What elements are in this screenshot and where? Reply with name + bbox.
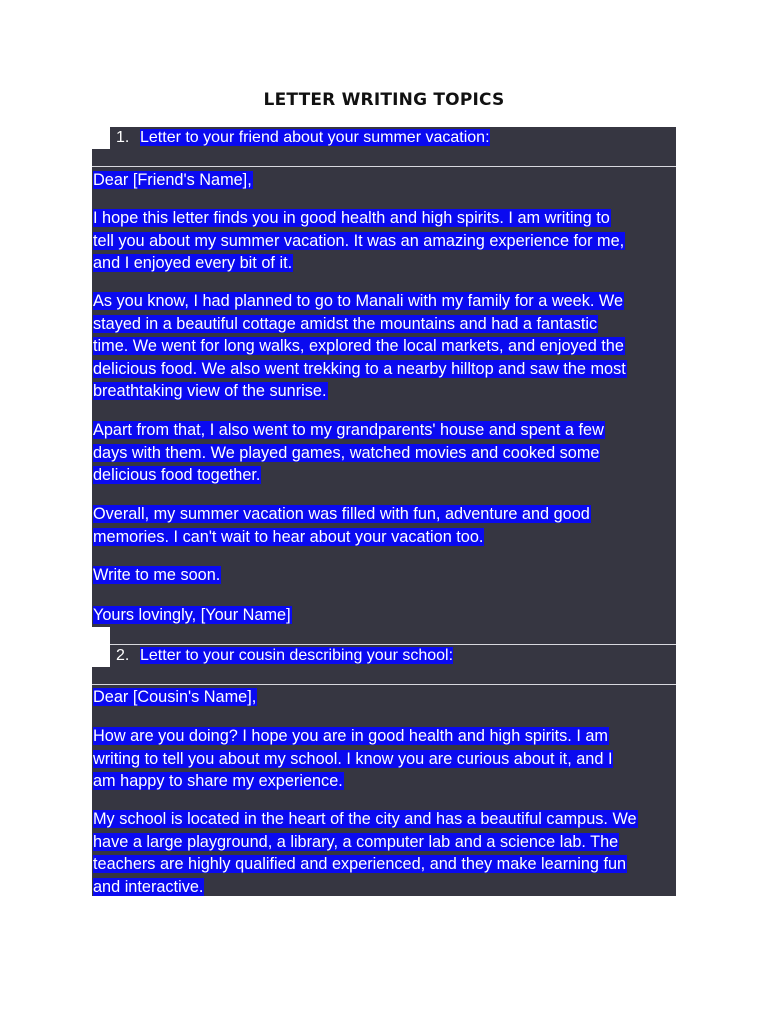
- text-line: delicious food together.: [93, 466, 261, 485]
- topic-1-separator-top: [92, 166, 676, 167]
- text-line: Overall, my summer vacation was filled with fun, adventure and good: [93, 505, 590, 523]
- topic-2-paragraph-1: [93, 686, 257, 709]
- topic-2-paragraph-3: [93, 808, 638, 898]
- topic-1-paragraph-7: [93, 604, 292, 627]
- text-line: Yours lovingly, [Your Name]: [93, 606, 291, 624]
- topic-2-heading-text: Letter to your cousin describing your school:: [140, 647, 454, 664]
- text-line: Write to me soon.: [93, 566, 221, 584]
- text-line: have a large playground, a library, a computer lab and a science lab. The: [93, 832, 619, 851]
- topic-1-paragraph-5: [93, 503, 591, 548]
- text-line: time. We went for long walks, explored the local markets, and enjoyed the: [93, 337, 624, 356]
- text-line: teachers are highly qualified and experienced, and they make learning fun: [93, 855, 627, 874]
- topic-1-heading: [116, 127, 490, 149]
- topic-1-paragraph-6: [93, 564, 221, 587]
- topic-1-heading-text: Letter to your friend about your summer vacation:: [140, 129, 490, 146]
- topic-1-paragraph-2: [93, 207, 625, 275]
- text-line: and I enjoyed every bit of it.: [93, 254, 293, 273]
- text-line: memories. I can't wait to hear about your vacation too.: [93, 527, 484, 546]
- text-line: How are you doing? I hope you are in good health and high spirits. I am: [93, 727, 608, 745]
- text-line: and interactive.: [93, 877, 204, 896]
- topic-2-number: 2.: [116, 647, 130, 664]
- topic-1-paragraph-4: [93, 419, 605, 487]
- topic-2-separator-top: [92, 684, 676, 685]
- topic-1-number: 1.: [116, 129, 130, 146]
- text-line: Dear [Friend's Name],: [93, 171, 252, 189]
- text-line: My school is located in the heart of the city and has a beautiful campus. We: [93, 810, 637, 828]
- topic-1-paragraph-1: [93, 169, 253, 192]
- topic-2-heading: [116, 645, 453, 667]
- topic-gap-bar: [110, 627, 676, 644]
- text-line: As you know, I had planned to go to Manali with my family for a week. We: [93, 292, 624, 310]
- text-line: tell you about my summer vacation. It was an amazing experience for me,: [93, 231, 625, 250]
- text-line: am happy to share my experience.: [93, 772, 343, 791]
- text-line: Apart from that, I also went to my grandparents' house and spent a few: [93, 421, 604, 439]
- text-line: delicious food. We also went trekking to a nearby hilltop and saw the most: [93, 359, 626, 378]
- topic-1-paragraph-3: [93, 290, 627, 403]
- topic-2-paragraph-2: [93, 725, 613, 793]
- text-line: breathtaking view of the sunrise.: [93, 382, 327, 401]
- text-line: writing to tell you about my school. I know you are curious about it, and I: [93, 749, 613, 768]
- text-line: days with them. We played games, watched movies and cooked some: [93, 443, 600, 462]
- document-title: LETTER WRITING TOPICS: [263, 90, 505, 110]
- text-line: I hope this letter finds you in good health and high spirits. I am writing to: [93, 209, 610, 227]
- text-line: stayed in a beautiful cottage amidst the mountains and had a fantastic: [93, 314, 598, 333]
- text-line: Dear [Cousin's Name],: [93, 688, 257, 706]
